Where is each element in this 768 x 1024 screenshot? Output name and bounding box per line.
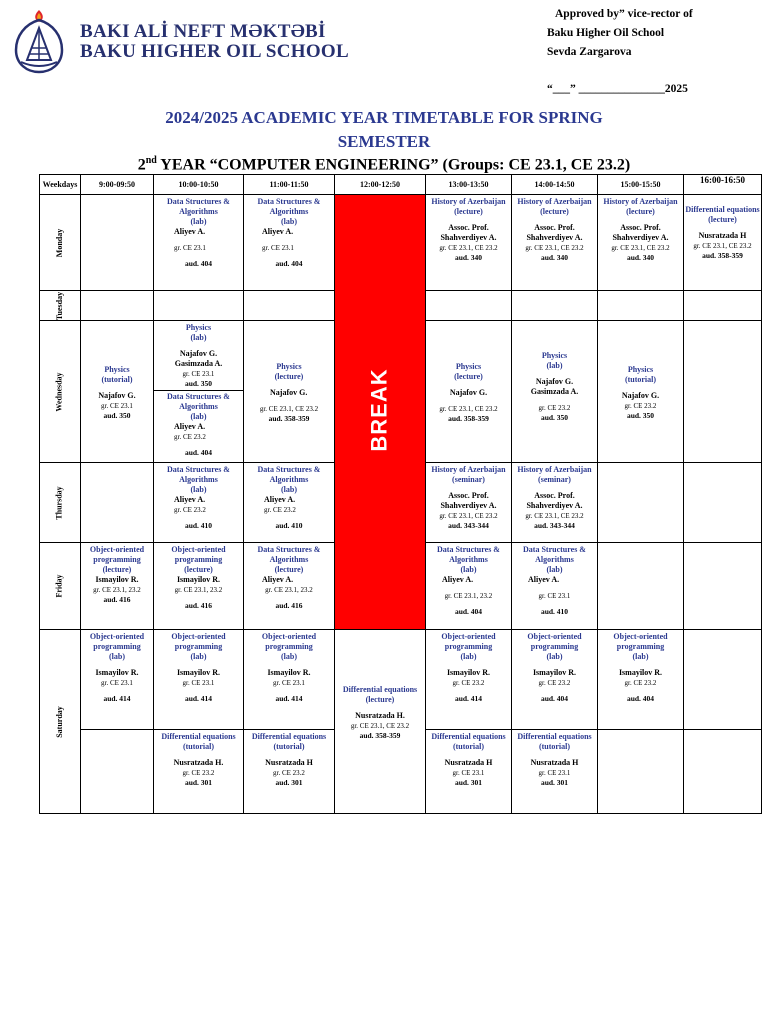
empty-cell (684, 321, 762, 463)
class-cell: Differential equations (lecture) Nusratzada H gr. CE 23.1, CE 23.2 aud. 358-359 (684, 195, 762, 291)
class-cell: Physics (lab) Najafov G. Gasimzada A. gr. CE 23.2 aud. 350 (512, 321, 598, 463)
col-header: 15:00-15:50 (598, 175, 684, 195)
class-cell: Physics (lecture) Najafov G. gr. CE 23.1, CE 23.2 aud. 358-359 (244, 321, 335, 463)
class-cell: Data Structures & Algorithms (lab) Aliyev A. gr. CE 23.1 aud. 410 (512, 543, 598, 630)
empty-cell (81, 463, 154, 543)
class-cell: Differential equations (tutorial) Nusratzada H gr. CE 23.2 aud. 301 (244, 730, 335, 814)
class-cell: Object-oriented programming (lab) Ismayilov R. gr. CE 23.1 aud. 414 (244, 630, 335, 730)
approval-line-2: Baku Higher Oil School (547, 27, 665, 39)
class-cell: Data Structures & Algorithms (lab) Aliyev A. gr. CE 23.1 aud. 404 (244, 195, 335, 291)
day-label: Friday (40, 543, 81, 630)
empty-cell (598, 463, 684, 543)
day-label: Saturday (40, 630, 81, 814)
row-saturday (40, 630, 762, 730)
empty-cell (81, 730, 154, 814)
break-block (335, 195, 426, 630)
school-logo-icon (13, 8, 65, 74)
class-cell: Data Structures & Algorithms (lecture) Aliyev A. gr. CE 23.1, 23.2 aud. 416 (244, 543, 335, 630)
class-cell: Data Structures & Algorithms (lab) Aliyev A. gr. CE 23.2 aud. 410 (154, 463, 244, 543)
page-title-line-1: 2024/2025 ACADEMIC YEAR TIMETABLE FOR SPRING (165, 108, 603, 127)
page-title-line-2: SEMESTER (337, 132, 431, 151)
empty-cell (598, 730, 684, 814)
class-cell: History of Azerbaijan (lecture) Assoc. Prof. Shahverdiyev A. gr. CE 23.1, CE 23.2 aud. 340 (512, 195, 598, 291)
empty-cell (512, 291, 598, 321)
class-cell: Object-oriented programming (lab) Ismayilov R. gr. CE 23.2 aud. 414 (426, 630, 512, 730)
approval-line-1: Approved by” vice-rector of (555, 8, 693, 20)
class-cell: Physics (tutorial) Najafov G. gr. CE 23.2 aud. 350 (598, 321, 684, 463)
logo-text (80, 22, 349, 62)
col-header: Weekdays (40, 175, 81, 195)
class-cell: Data Structures & Algorithms (lab) Aliyev A. gr. CE 23.1, 23.2 aud. 404 (426, 543, 512, 630)
empty-cell (154, 291, 244, 321)
approval-line-3: Sevda Zargarova (547, 46, 632, 58)
col-header: 10:00-10:50 (154, 175, 244, 195)
header-row (40, 175, 762, 195)
class-cell: Object-oriented programming (lab) Ismayilov R. gr. CE 23.2 aud. 404 (598, 630, 684, 730)
day-label: Tuesday (40, 291, 81, 321)
class-cell: Data Structures & Algorithms (lab) Aliyev A. gr. CE 23.2 aud. 404 (167, 392, 230, 457)
empty-cell (598, 291, 684, 321)
class-cell: Physics (lab) Najafov G. Gasimzada A. gr. CE 23.1 aud. 350 (154, 321, 243, 391)
class-cell: Differential equations (tutorial) Nusratzada H. gr. CE 23.2 aud. 301 (154, 730, 244, 814)
logo-line-en: BAKU HIGHER OIL SCHOOL (80, 41, 349, 62)
empty-cell (81, 291, 154, 321)
col-header: 12:00-12:50 (335, 175, 426, 195)
class-cell: Object-oriented programming (lecture) Ismayilov R. gr. CE 23.1, 23.2 aud. 416 (81, 543, 154, 630)
class-cell: History of Azerbaijan (seminar) Assoc. Prof. Shahverdiyev A. gr. CE 23.1, CE 23.2 aud. 343-344 (426, 463, 512, 543)
class-cell: History of Azerbaijan (lecture) Assoc. Prof. Shahverdiyev A. gr. CE 23.1, CE 23.2 aud. 340 (598, 195, 684, 291)
class-cell: Object-oriented programming (lab) Ismayilov R. gr. CE 23.1 aud. 414 (81, 630, 154, 730)
class-cell: Object-oriented programming (lab) Ismayilov R. gr. CE 23.1 aud. 414 (154, 630, 244, 730)
empty-cell (426, 291, 512, 321)
empty-cell (684, 463, 762, 543)
day-label: Thursday (40, 463, 81, 543)
empty-cell (684, 630, 762, 730)
timetable (39, 174, 762, 814)
day-label: Monday (40, 195, 81, 291)
class-cell: Physics (lecture) Najafov G. gr. CE 23.1, CE 23.2 aud. 358-359 (426, 321, 512, 463)
day-label: Wednesday (40, 321, 81, 463)
row-monday (40, 195, 762, 291)
col-header: 11:00-11:50 (244, 175, 335, 195)
break-label: BREAK (366, 367, 392, 452)
empty-cell (598, 543, 684, 630)
empty-cell (684, 291, 762, 321)
split-cell (154, 321, 244, 463)
empty-cell (244, 291, 335, 321)
col-header: 14:00-14:50 (512, 175, 598, 195)
class-cell: Object-oriented programming (lecture) Ismayilov R. gr. CE 23.1, 23.2 aud. 416 (154, 543, 244, 630)
logo-line-az: BAKI ALİ NEFT MƏKTƏBİ (80, 21, 326, 42)
class-cell: Differential equations (lecture) Nusratzada H. gr. CE 23.1, CE 23.2 aud. 358-359 (335, 630, 426, 814)
class-cell: Differential equations (tutorial) Nusratzada H gr. CE 23.1 aud. 301 (512, 730, 598, 814)
page-subtitle: 2nd YEAR “COMPUTER ENGINEERING” (Groups: CE 23.1, CE 23.2) (137, 155, 631, 174)
class-cell: Object-oriented programming (lab) Ismayilov R. gr. CE 23.2 aud. 404 (512, 630, 598, 730)
class-cell: History of Azerbaijan (lecture) Assoc. Prof. Shahverdiyev A. gr. CE 23.1, CE 23.2 aud. 340 (426, 195, 512, 291)
empty-cell (684, 543, 762, 630)
class-cell: Physics (tutorial) Najafov G. gr. CE 23.1 aud. 350 (81, 321, 154, 463)
col-header: 13:00-13:50 (426, 175, 512, 195)
empty-cell (684, 730, 762, 814)
col-header: 9:00-09:50 (81, 175, 154, 195)
class-cell: Data Structures & Algorithms (lab) Aliyev A. gr. CE 23.1 aud. 404 (154, 195, 244, 291)
empty-cell (81, 195, 154, 291)
class-cell: Data Structures & Algorithms (lab) Aliyev A. gr. CE 23.2 aud. 410 (244, 463, 335, 543)
col-header: 16:00-16:50 (684, 175, 762, 195)
class-cell: History of Azerbaijan (seminar) Assoc. Prof. Shahverdiyev A. gr. CE 23.1, CE 23.2 aud. 343-344 (512, 463, 598, 543)
class-cell: Differential equations (tutorial) Nusratzada H gr. CE 23.1 aud. 301 (426, 730, 512, 814)
approval-date: “___” _______________2025 (547, 83, 688, 95)
